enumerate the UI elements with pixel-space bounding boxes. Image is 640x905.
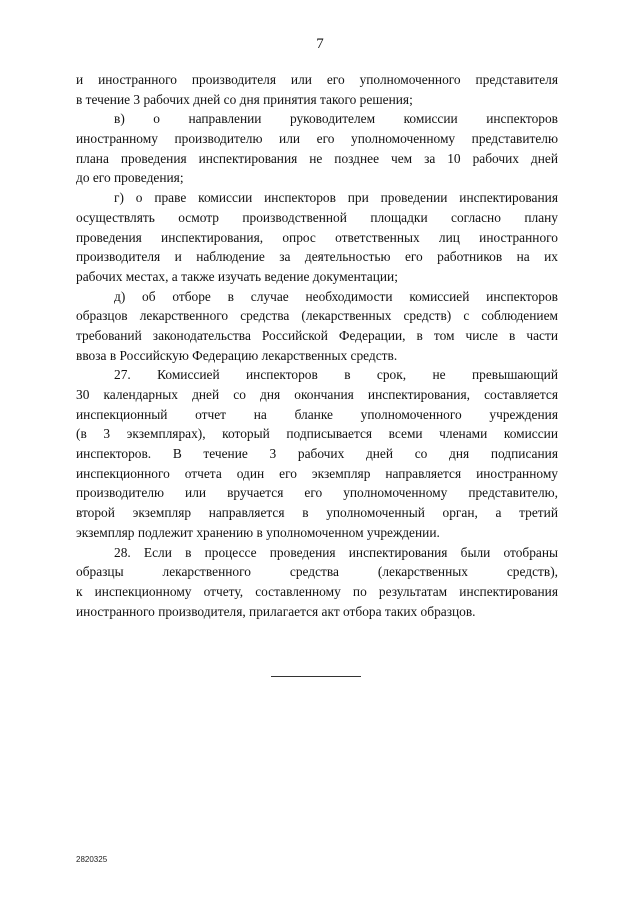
text-line: производителю или вручается его уполномоченному представителю, [76,485,558,501]
end-separator-line [271,676,361,677]
document-code: 2820325 [76,855,108,864]
text-line: иностранному производителю или его уполномоченному представителю [76,131,558,147]
text-line: инспекционного отчета один его экземпляр направляется иностранному [76,465,558,481]
text-line: и иностранного производителя или его уполномоченного представителя [76,72,558,87]
text-line: экземпляр подлежит хранению в уполномоченном учреждении. [76,524,440,540]
text-line: плана проведения инспектирования не позднее чем за 10 рабочих дней [76,150,558,166]
text-line: в течение 3 рабочих дней со дня принятия такого решения; [76,91,413,107]
text-line: проведения инспектирования, опрос ответственных лиц иностранного [76,229,558,245]
document-body [76,70,558,621]
text-line: образцов лекарственного средства (лекарственных средств) с соблюдением [76,308,558,324]
clause-28-start: 28. Если в процессе проведения инспектирования были отобраны [114,544,558,560]
clause-27-start: 27. Комиссией инспекторов в срок, не превышающий [114,367,558,383]
text-line: образцы лекарственного средства (лекарственных средств), [76,564,558,580]
text-line: требований законодательства Российской Федерации, в том числе в части [76,327,558,343]
text-line: инспекторов. В течение 3 рабочих дней со дня подписания [76,446,558,462]
text-line: ввоза в Российскую Федерацию лекарственных средств. [76,347,398,363]
list-item-v-start: в) о направлении руководителем комиссии инспекторов [114,111,558,127]
list-item-d-start: д) об отборе в случае необходимости комиссией инспекторов [114,288,558,304]
page-number: 7 [316,36,324,52]
text-line: 30 календарных дней со дня окончания инспектирования, составляется [76,387,558,402]
text-line: второй экземпляр направляется в уполномоченный орган, а третий [76,505,558,521]
text-line: иностранного производителя, прилагается акт отбора таких образцов. [76,603,476,619]
text-line: (в 3 экземплярах), который подписывается всеми членами комиссии [76,426,558,442]
list-item-g-start: г) о праве комиссии инспекторов при проведении инспектирования [114,190,558,206]
text-line: до его проведения; [76,170,184,186]
text-line: к инспекционному отчету, составленному по результатам инспектирования [76,583,558,599]
text-line: производителя и наблюдение за деятельностью его работников на их [76,249,558,265]
text-line: инспекционный отчет на бланке уполномоченного учреждения [76,406,558,422]
text-line: осуществлять осмотр производственной площадки согласно плану [76,209,558,225]
text-line: рабочих местах, а также изучать ведение документации; [76,268,398,284]
